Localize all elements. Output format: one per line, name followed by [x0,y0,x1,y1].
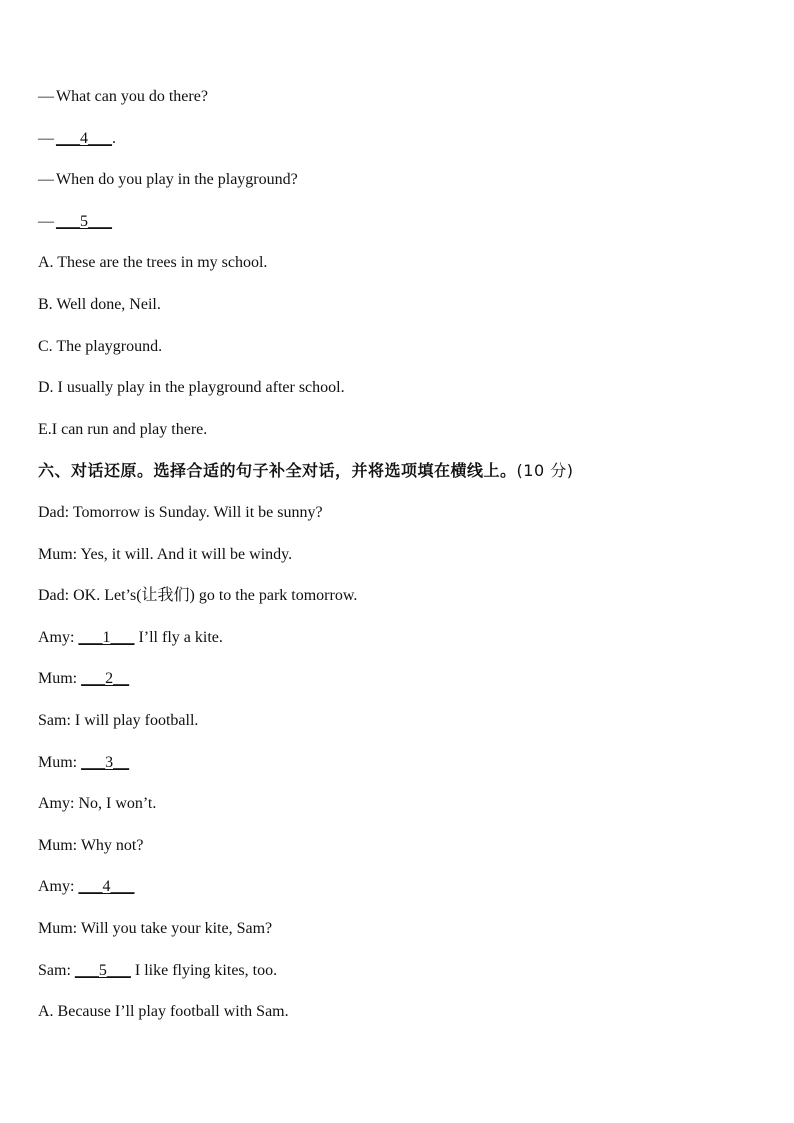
option-a: A. Because I’ll play football with Sam. [38,1003,289,1020]
section-title: 六、对话还原。选择合适的句子补全对话，并将选项填在横线上。 [38,461,517,480]
speaker-label: Amy: [38,878,79,895]
answer-blank-5[interactable]: ___5___ [56,213,112,230]
dialogue-text: I’ll fly a kite. [134,629,223,646]
option-a: A. These are the trees in my school. [38,254,268,271]
dialogue-line: Dad: Tomorrow is Sunday. Will it be sunny? [38,504,323,521]
dialogue-text: What can you do there? [56,88,208,105]
dialogue-dash: — [38,171,54,188]
speaker-label: Mum: [38,754,82,771]
answer-blank-1[interactable]: ___1___ [78,629,135,646]
dialogue-line [38,877,134,897]
answer-blank-4[interactable]: ___4___ [56,130,112,147]
dialogue-dash: — [38,130,54,147]
dialogue-dash: — [38,213,54,230]
dialogue-line: Amy: No, I won’t. [38,795,157,812]
speaker-label: Amy: [38,629,79,646]
dialogue-text: I like flying kites, too. [130,962,278,979]
dialogue-dash: — [38,88,54,105]
answer-blank-4[interactable]: ___4___ [78,878,135,895]
answer-blank-5[interactable]: ___5___ [74,962,131,979]
answer-blank-3[interactable]: ___3__ [81,754,130,771]
dialogue-line: Mum: Yes, it will. And it will be windy. [38,546,293,563]
dialogue-line: Mum: Will you take your kite, Sam? [38,920,273,937]
dialogue-line [38,669,129,689]
dialogue-line [38,628,223,648]
section-heading [38,461,573,481]
section-score: (10 分) [516,461,574,480]
option-e: E.I can run and play there. [38,421,208,438]
dialogue-text: . [112,130,116,147]
speaker-label: Mum: [38,670,82,687]
dialogue-line [38,170,298,190]
dialogue-line: Sam: I will play football. [38,712,199,729]
dialogue-line [38,212,112,232]
option-b: B. Well done, Neil. [38,296,161,313]
dialogue-line [38,753,129,773]
dialogue-line: Mum: Why not? [38,837,144,854]
answer-blank-2[interactable]: ___2__ [81,670,130,687]
dialogue-line: Dad: OK. Let’s(让我们) go to the park tomorrow. [38,587,358,604]
dialogue-text: When do you play in the playground? [56,171,298,188]
dialogue-line [38,961,277,981]
option-d: D. I usually play in the playground after school. [38,379,345,396]
option-c: C. The playground. [38,338,163,355]
dialogue-line [38,129,116,149]
speaker-label: Sam: [38,962,75,979]
dialogue-line [38,87,208,107]
